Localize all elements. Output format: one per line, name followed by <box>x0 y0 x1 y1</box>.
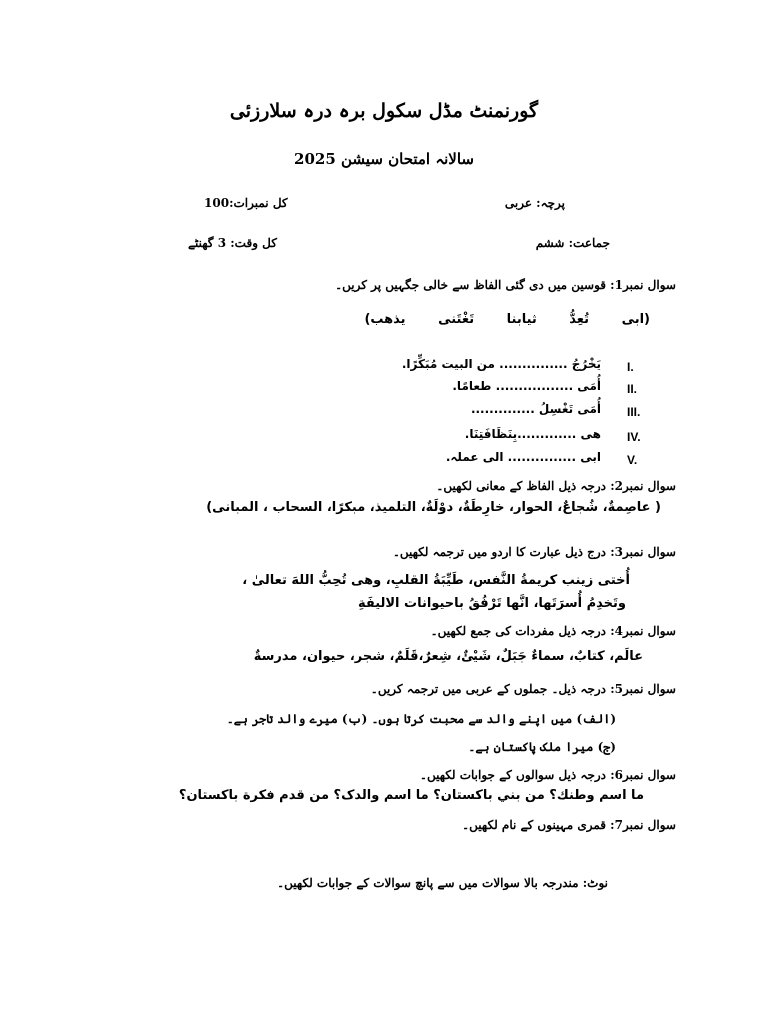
q1-item-text: أُمَی تَغْسِلُ .............. <box>470 402 601 416</box>
subject-label: پرچہ: عربی <box>504 196 565 210</box>
q1-item-num: III. <box>627 405 641 419</box>
q4-title: سوال نمبر4: درجہ ذیل مفردات کی جمع لکھیں۔ <box>430 624 676 638</box>
q1-option-close: یذهب) <box>364 312 406 327</box>
q1-options <box>364 312 650 327</box>
school-title: گورنمنٹ مڈل سکول برہ درہ سلارزئی <box>229 100 539 122</box>
total-time-label: کل وقت: 3 گھنٹے <box>188 236 277 250</box>
q1-item-num: V. <box>627 453 638 467</box>
q5-line-1: (الف) میں اپنے والد سے محبت کرتا ہوں۔ (ب) میرے والد تاجر ہے۔ <box>226 712 616 726</box>
session-title: سالانہ امتحان سیشن 2025 <box>294 150 474 168</box>
q7-title: سوال نمبر7: قمری مہینوں کے نام لکھیں۔ <box>462 818 676 832</box>
q4-words: عالَم، کتابٌ، سماءٌ جَبَلٌ، شَیْئٌ، شِعرٌ،قَلَمٌ، شجر، حیوان، مدرسةٌ <box>253 649 643 664</box>
q1-item-num: I. <box>627 360 634 374</box>
q2-words: ( عاصِمةٌ، شُجاعٌ، الحوار، خارِطَةٌ، دوْلَةٌ، التلمیذ، مبكرًا، السحاب ، المبانی) <box>206 500 661 515</box>
q1-item-num: II. <box>627 382 638 396</box>
q1-item-text: أُمَی ................. طعامًا. <box>452 379 601 393</box>
total-marks-label: کل نمبرات:100 <box>204 196 288 210</box>
q6-title: سوال نمبر6: درجہ ذیل سوالوں کے جوابات لکھیں۔ <box>419 768 676 782</box>
q1-option: ثیابنا <box>506 312 537 327</box>
q1-option: تَغْتَنی <box>438 312 475 327</box>
q1-item-num: IV. <box>627 430 641 444</box>
q1-item-text: ابی ............... الی عملہ. <box>445 450 601 464</box>
note: نوٹ: مندرجہ بالا سوالات میں سے پانچ سوالات کے جوابات لکھیں۔ <box>277 876 608 890</box>
q5-line-2: (ج) میرا ملک پاکستان ہے۔ <box>468 740 616 754</box>
q2-title: سوال نمبر2: درجہ ذیل الفاظ کے معانی لکھیں۔ <box>436 479 676 493</box>
q1-title: سوال نمبر1: قوسین میں دی گئی الفاظ سے خالی جگہیں پر کریں۔ <box>335 278 676 292</box>
q1-option: تُعِدُّ <box>569 312 590 327</box>
q6-questions: ما اسم وطنك؟ من بني باكستان؟ ما اسم والدک؟ من قدم فكرة باكستان؟ <box>178 788 644 803</box>
q1-option-open: (ابی <box>621 312 650 327</box>
q3-title: سوال نمبر3: درج ذیل عبارت کا اردو میں ترجمہ لکھیں۔ <box>392 545 676 559</box>
q1-item-text: يَخْرُجُ ............... من البیت مُبَكِّرًا. <box>401 357 601 371</box>
q3-line-2: وتَخدِمُ أُسرَتَها، انَّها تَرْفُقُ باحیوانات الالیفَةِ <box>357 596 626 611</box>
q5-title: سوال نمبر5: درجہ ذیل۔ جملوں کے عربی میں ترجمہ کریں۔ <box>370 682 676 696</box>
q1-item-text: هی .............بِنَظَافَتِنَا. <box>464 427 601 441</box>
class-label: جماعت: ششم <box>535 236 610 250</box>
q3-line-1: أُختی زینب كريمةُ النَّفس، طَيِّبَةُ القلبِ، وهی تُحِبُّ اللهَ تعالیٰ ، <box>242 573 630 588</box>
